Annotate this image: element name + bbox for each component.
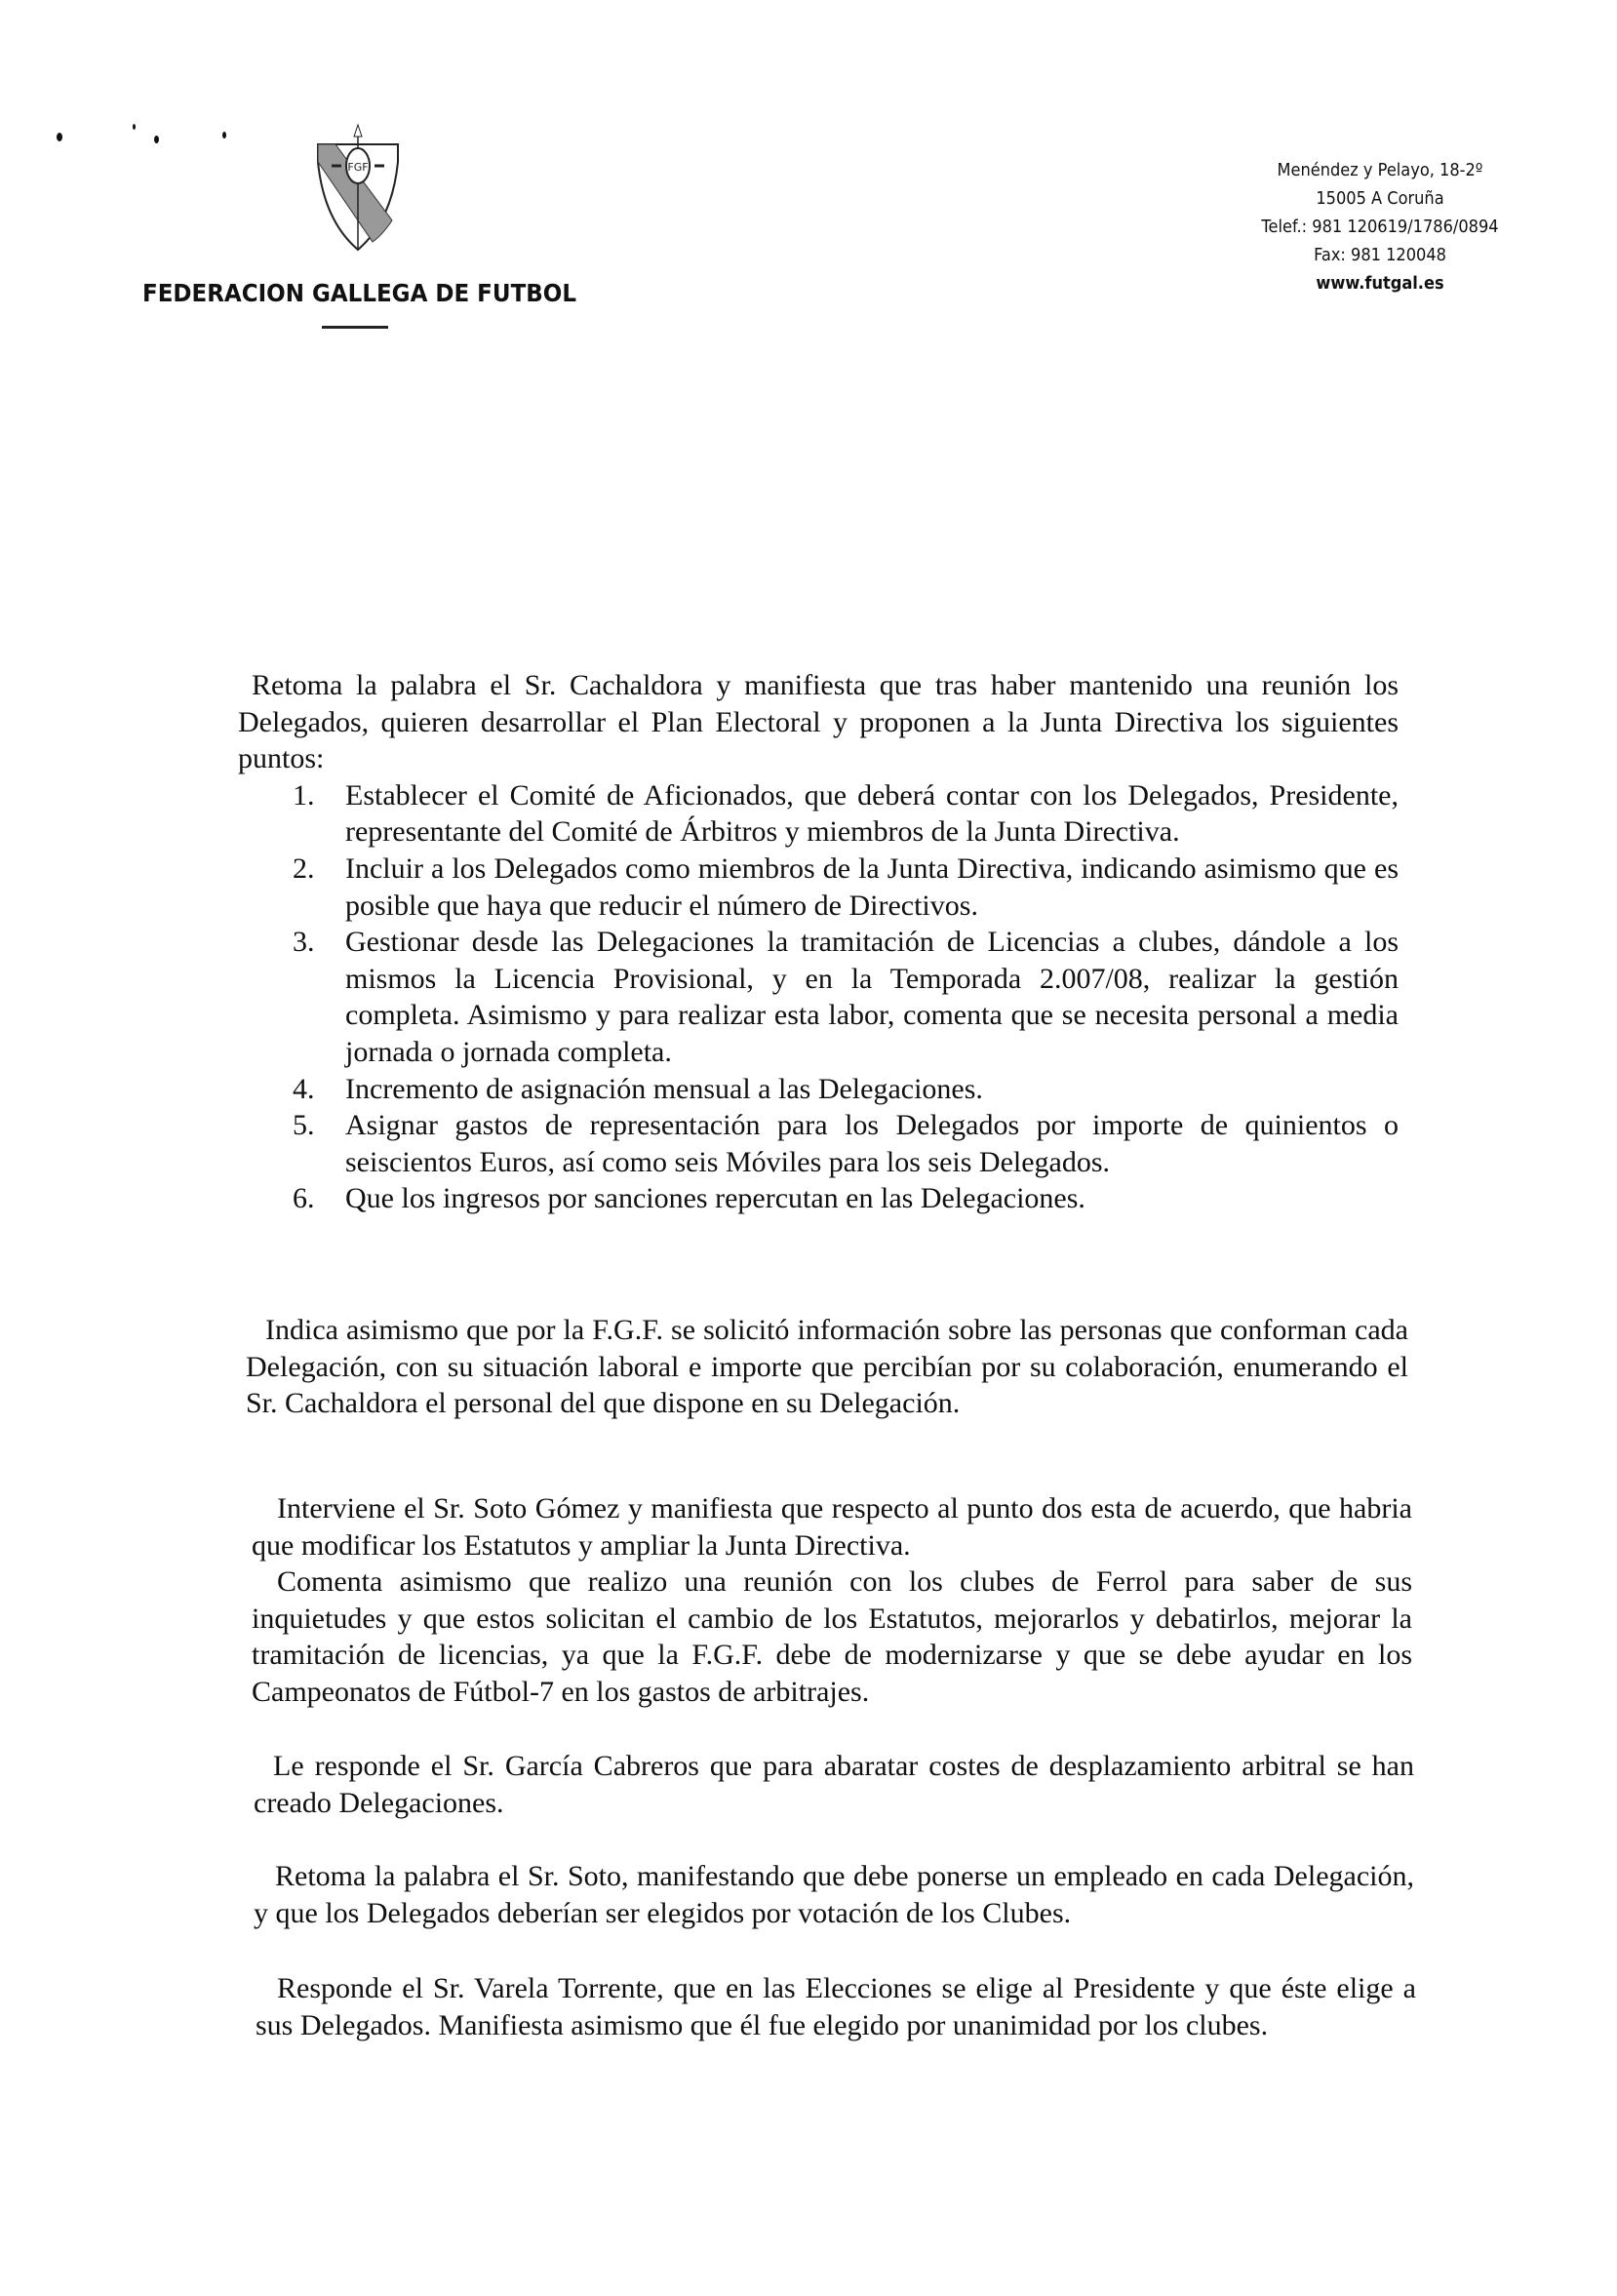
address-city: 15005 A Coruña [1316,188,1444,209]
paragraph-comenta: Comenta asimismo que realizo una reunión con los clubes de Ferrol para saber de sus inquietudes y que estos solicitan el cambio de los Estatutos, mejorarlos y debatirlos, mejorar la tramitación de licencias, ya que la F.G.F. debe de modernizarse y que se debe ayudar en los Campeonatos de Fútbol-7 en los gastos de arbitrajes. [252,1565,1412,1708]
paragraph-soto-retoma: Retoma la palabra el Sr. Soto, manifestando que debe ponerse un empleado en cada Delegación, y que los Delegados deberían ser elegidos por votación de los Clubes. [254,1860,1414,1929]
intro-paragraph: Retoma la palabra el Sr. Cachaldora y manifiesta que tras haber mantenido una reunión los Delegados, quieren desarrollar el Plan Electoral y proponen a la Junta Directiva los siguientes puntos: [238,669,1399,775]
address-street: Menéndez y Pelayo, 18-2º [1277,160,1483,180]
section-soto [252,1490,1412,1711]
section-proposal [238,667,1399,1217]
organization-name: FEDERACION GALLEGA DE FUTBOL [142,279,577,307]
item-text: Establecer el Comité de Aficionados, que deberá contar con los Delegados, Presidente, representante del Comité de Árbitros y miembros de la Junta Directiva. [345,778,1399,849]
header-rule [322,326,388,329]
list-item [293,924,1399,1070]
paragraph-varela: Responde el Sr. Varela Torrente, que en las Elecciones se elige al Presidente y que éste elige a sus Delegados. Manifiesta asimismo que él fue elegido por unanimidad por los clubes. [256,1972,1416,2041]
list-item [293,1180,1399,1217]
contact-block [1227,156,1534,297]
svg-text:FGF: FGF [347,161,369,174]
item-text: Gestionar desde las Delegaciones la tramitación de Licencias a clubes, dándole a los mismos la Licencia Provisional, y en la Temporada 2.007/08, realizar la gestión completa. Asimismo y para realizar esta labor, comenta que se necesita personal a media jornada o jornada completa. [345,926,1399,1068]
paragraph-indica: Indica asimismo que por la F.G.F. se solicitó información sobre las personas que conforman cada Delegación, con su situación laboral e importe que percibían por su colaboración, enumerando el Sr. Cachaldora el personal del que dispone en su Delegación. [246,1314,1408,1420]
item-number: 6. [293,1182,315,1215]
item-number: 4. [293,1072,315,1105]
item-number: 2. [293,851,315,885]
list-item [293,1071,1399,1108]
item-text: Incluir a los Delegados como miembros de la Junta Directiva, indicando asimismo que es posible que haya que reducir el número de Directivos. [345,851,1399,922]
scan-mark [133,124,136,130]
item-text: Incremento de asignación mensual a las Delegaciones. [345,1072,983,1105]
list-item [293,1107,1399,1180]
paragraph-interviene: Interviene el Sr. Soto Gómez y manifiesta que respecto al punto dos esta de acuerdo, que habria que modificar los Estatutos y ampliar la Junta Directiva. [252,1492,1412,1562]
scan-mark [57,133,62,141]
item-number: 1. [293,778,315,812]
item-number: 5. [293,1109,315,1142]
website-link[interactable]: www.futgal.es [1316,273,1444,294]
scan-mark [154,136,159,143]
points-list [293,777,1399,1217]
item-text: Que los ingresos por sanciones repercutan en las Delegaciones. [345,1182,1085,1215]
list-item [293,777,1399,851]
fax: Fax: 981 120048 [1314,245,1446,265]
item-number: 3. [293,926,315,959]
phone: Telef.: 981 120619/1786/0894 [1261,217,1499,237]
list-item [293,851,1399,924]
item-text: Asignar gastos de representación para los Delegados por importe de quinientos o seiscientos Euros, así como seis Móviles para los seis Delegados. [345,1109,1399,1178]
federation-crest-logo [314,123,402,252]
scan-mark [222,132,226,139]
paragraph-garcia: Le responde el Sr. García Cabreros que para abaratar costes de desplazamiento arbitral se han creado Delegaciones. [254,1750,1414,1819]
